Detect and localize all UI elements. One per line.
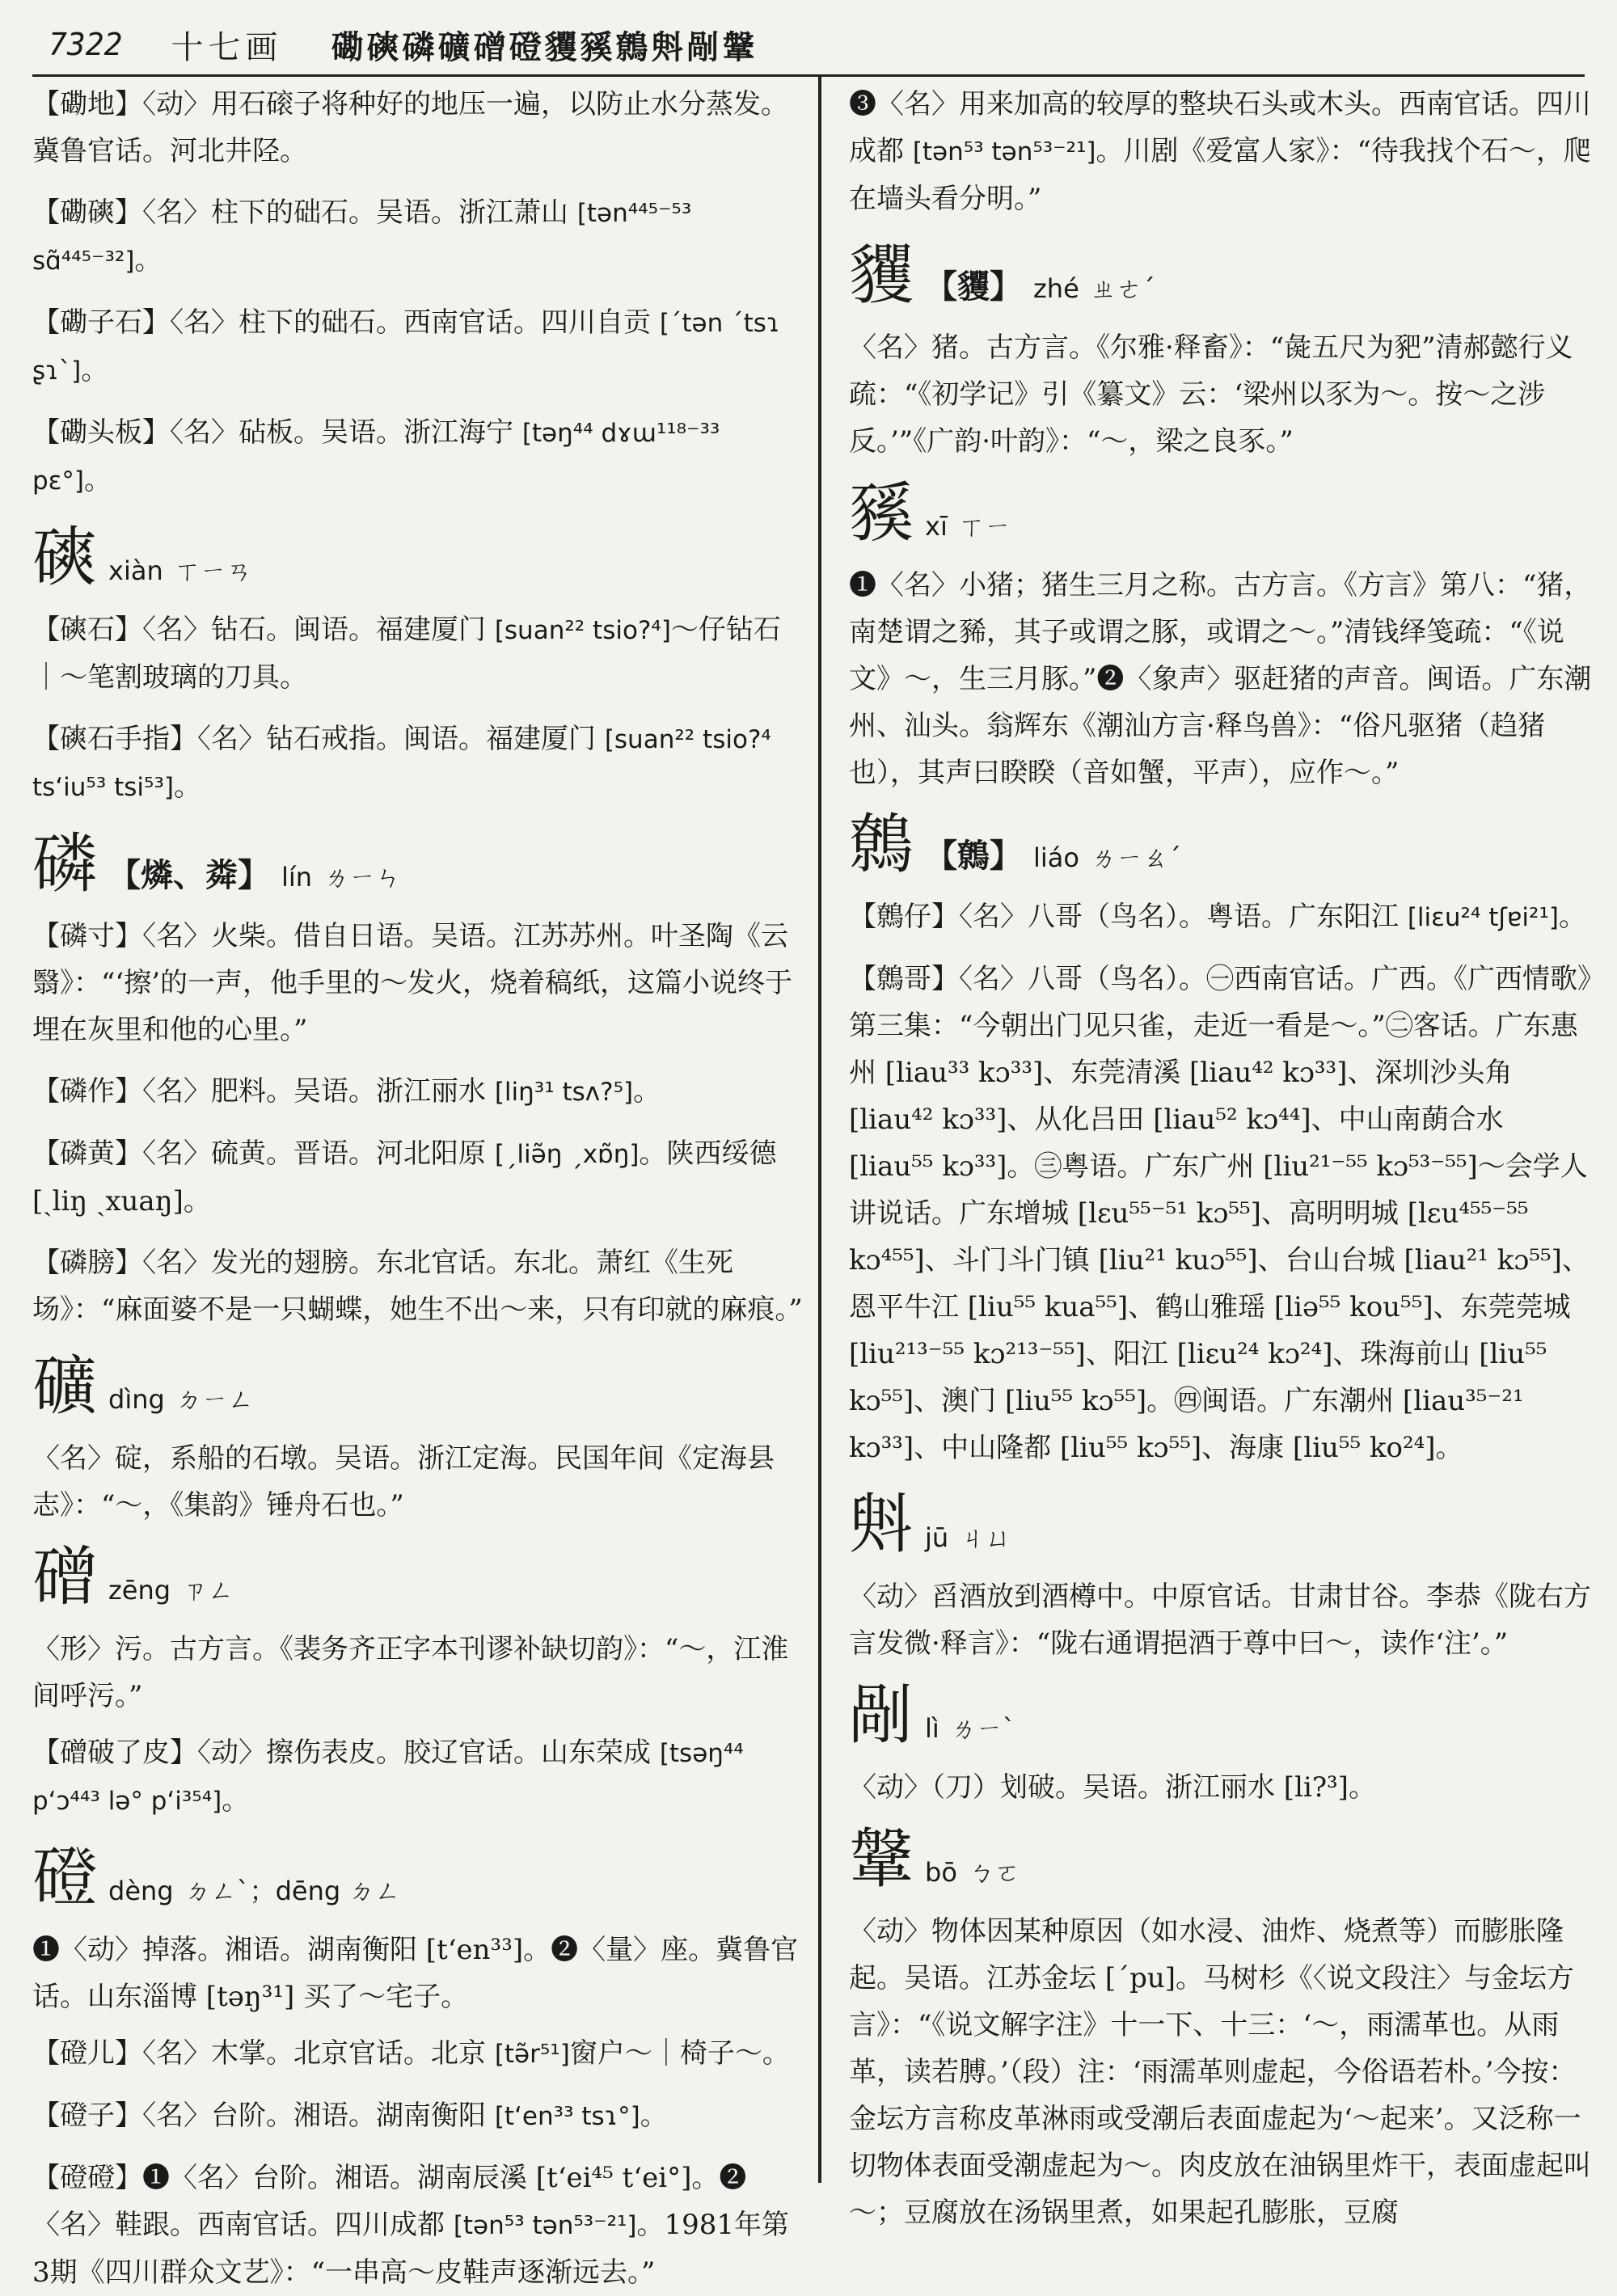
entry-definition: 柱下的础石。西南官话。四川自贡 xyxy=(239,306,651,339)
entry-phonetic: [tʻen³³ tsɿ°] xyxy=(494,2102,640,2131)
headword-pinyin: dìng xyxy=(108,1384,165,1415)
headword-definition: 〈动〉舀酒放到酒樽中。中原官话。甘肃甘谷。李恭《陇右方言发微·释言》：“陇右通谓挹酒于尊中曰～，读作‘注’。” xyxy=(849,1581,1591,1660)
entry-pos: 〈名〉 xyxy=(170,416,239,449)
headword-line xyxy=(32,519,804,597)
headword-block xyxy=(849,237,1593,465)
entry-definition: 用来加高的较厚的整块石头或木头。西南官话。四川成都 xyxy=(849,88,1591,167)
entry-definition: 八哥（鸟名）。㊀西南官话。广西。《广西情歌》第三集：“今朝出门见只雀，走近一看是～。”㊁客话。广东惠州 [liau³³ kɔ³³]、东莞清溪 [liau⁴² kɔ³³]、深圳沙头角 [liau⁴² kɔ³³]、从化吕田 [liau⁵² kɔ⁴⁴]、中山南蓢合水 [liau⁵⁵ kɔ³³]。㊂粤语。广东广州 [liu²¹⁻⁵⁵ kɔ⁵³⁻⁵⁵]～会学人讲说话。广东增城 [lɛu⁵⁵⁻⁵¹ kɔ⁵⁵]、高明明城 [lɛu⁴⁵⁵⁻⁵⁵ kɔ⁴⁵⁵]、斗门斗门镇 [liu²¹ kuɔ⁵⁵]、台山台城 [liau²¹ kɔ⁵⁵]、恩平牛江 [liu⁵⁵ kua⁵⁵]、鹤山雅瑶 [liə⁵⁵ kou⁵⁵]、东莞莞城 [liu²¹³⁻⁵⁵ kɔ²¹³⁻⁵⁵]、阳江 [liɛu²⁴ kɔ²⁴]、珠海前山 [liu⁵⁵ kɔ⁵⁵]、澳门 [liu⁵⁵ kɔ⁵⁵]。㊃闽语。广东潮州 [liau³⁵⁻²¹ kɔ³³]、中山隆都 [liu⁵⁵ kɔ⁵⁵]、海康 [liu⁵⁵ ko²⁴]。 xyxy=(849,963,1591,1464)
headword-definition: ❶〈动〉掉落。湘语。湖南衡阳 [tʻen³³]。❷〈量〉座。冀鲁官话。山东淄博 [təŋ³¹] 买了～宅子。 xyxy=(32,1934,799,2013)
dictionary-entry xyxy=(32,1729,804,1825)
entry-example: 。 xyxy=(134,244,163,276)
dictionary-entry xyxy=(849,893,1593,941)
entry-example: 。 xyxy=(84,464,112,496)
entry-definition: 肥料。吴语。浙江丽水 xyxy=(211,1075,486,1108)
headword-pinyin: zēng xyxy=(108,1575,171,1606)
entry-phonetic: [suan²² tsio?⁴] xyxy=(494,616,671,645)
entry-term: 【磡头板】 xyxy=(32,416,170,449)
entry-pos: 〈名〉 xyxy=(959,901,1028,933)
entry-phonetic: [tən⁴⁴⁵⁻⁵³ sɑ̃⁴⁴⁵⁻³²] xyxy=(32,199,692,276)
dictionary-entry xyxy=(32,189,804,285)
headword-char: 磢 xyxy=(32,520,97,595)
headword-block xyxy=(849,1486,1593,1667)
entry-pos: ❸〈名〉 xyxy=(849,88,959,120)
headword-block xyxy=(32,519,804,597)
entry-pos: 〈名〉 xyxy=(170,306,239,339)
headword-definition: 〈名〉碇，系船的石墩。吴语。浙江定海。民国年间《定海县志》：“～，《集韵》锤舟石也。” xyxy=(32,1442,775,1522)
headword-pinyin: liáo xyxy=(1033,842,1079,873)
headword-zhuyin: ㄌㄧˋ xyxy=(950,1713,1015,1744)
column-divider xyxy=(818,77,821,2183)
headword-zhuyin: ㄐㄩ xyxy=(960,1522,1012,1553)
entry-pos: 〈名〉 xyxy=(197,723,266,755)
entry-phonetic: [ˏliə̃ŋ ˏxɒ̃ŋ] xyxy=(494,1140,640,1169)
dictionary-entry xyxy=(849,81,1593,222)
left-column xyxy=(32,81,804,2289)
headword-block xyxy=(849,475,1593,796)
headword-char: 鷯 xyxy=(849,807,914,882)
headword-line xyxy=(849,1821,1593,1898)
headword-pinyin: bō xyxy=(925,1857,957,1888)
entry-pos: 〈名〉 xyxy=(142,614,211,646)
entry-term: 【磴儿】 xyxy=(32,2037,142,2070)
headword-zhuyin: ㄌㄧㄠˊ xyxy=(1090,842,1181,873)
entry-term: 【磷寸】 xyxy=(32,920,142,952)
headword-block xyxy=(32,1839,804,2020)
entry-pos: 〈名〉 xyxy=(142,2100,211,2132)
entry-example: 。 xyxy=(633,1075,661,1108)
headword-line xyxy=(849,1677,1593,1754)
headword-zhuyin: ㄒㄧ xyxy=(958,511,1011,542)
entry-definition: 硫黄。晋语。河北阳原 xyxy=(211,1137,486,1170)
headword-block xyxy=(32,1538,804,1720)
header-rule xyxy=(32,74,1585,77)
headword-zhuyin: ㄗㄥ xyxy=(182,1575,234,1606)
headword-char: 斞 xyxy=(849,1487,914,1562)
entry-pos: 〈名〉 xyxy=(142,1075,211,1108)
entry-phonetic: [tsəŋ⁴⁴ pʻɔ⁴⁴³ lə° pʻi³⁵⁴] xyxy=(32,1739,744,1816)
entry-example: 。川剧《爱富人家》：“待我找个石～，爬在墙头看分明。” xyxy=(849,135,1591,215)
entry-pos: 〈名〉 xyxy=(959,963,1028,995)
entry-definition: 火柴。借自日语。吴语。江苏苏州。叶圣陶《云翳》：“‘擦’的一声，他手里的～发火，烧着稿纸，这篇小说终于埋在灰里和他的心里。” xyxy=(32,920,792,1046)
headword-zhuyin: ㄉㄥˋ；dēng ㄉㄥ xyxy=(184,1876,401,1906)
headword-block xyxy=(32,1348,804,1529)
dictionary-entry xyxy=(32,1130,804,1225)
entry-term: 【磷作】 xyxy=(32,1075,142,1108)
entry-pos: 〈名〉 xyxy=(142,920,211,952)
entry-term: 【磴磴】 xyxy=(32,2162,142,2194)
headword-pinyin: zhé xyxy=(1033,273,1079,304)
entry-phonetic: [təŋ⁴⁴ dɤɯ¹¹⁸⁻³³ pɛ°] xyxy=(32,419,720,496)
headword-variant: 【燐、粦】 xyxy=(108,856,270,894)
entry-pos: 〈名〉 xyxy=(142,1247,211,1279)
entry-term: 【磢石手指】 xyxy=(32,723,197,755)
entry-pos: ❶〈名〉 xyxy=(142,2162,252,2194)
dictionary-entry xyxy=(32,715,804,811)
headword-line xyxy=(849,1486,1593,1564)
headword-line xyxy=(849,237,1593,314)
headword-char: 貜 xyxy=(849,238,914,313)
headword-pinyin: xī xyxy=(925,511,948,542)
headword-char: 鞶 xyxy=(849,1821,914,1897)
dictionary-entry xyxy=(32,913,804,1053)
entry-term: 【磡地】 xyxy=(32,88,142,120)
entry-term: 【鷯哥】 xyxy=(849,963,959,995)
entry-example: 。 xyxy=(174,770,201,803)
headword-definition: 〈动〉物体因某种原因（如水浸、油炸、烧煮等）而膨胀隆起。吴语。江苏金坛 [ˊpu]。马树杉《〈说文段注〉与金坛方言》：“《说文解字注》十一下、十三：‘～，雨濡革也。从雨革，读若膊。’（段）注：‘雨濡革则虚起，今俗语若朴。’今按：金坛方言称皮革淋雨或受潮后表面虚起为‘～起来’。又泛称一切物体表面受潮虚起为～。肉皮放在油锅里炸干，表面虚起叫～；豆腐放在汤锅里煮，如果起孔膨胀，豆腐 xyxy=(849,1915,1591,2229)
dictionary-entry xyxy=(32,299,804,395)
entry-term: 【磴子】 xyxy=(32,2100,142,2132)
entry-phonetic: [ˊtən ˊtsɿ ʂɿˋ] xyxy=(32,309,780,386)
entry-term: 【磳破了皮】 xyxy=(32,1737,197,1769)
headword-char: 磷 xyxy=(32,826,97,901)
headword-definition: 〈动〉（刀）划破。吴语。浙江丽水 [li?³]。 xyxy=(849,1771,1376,1804)
headword-block xyxy=(32,825,804,903)
entry-definition: 柱下的础石。吴语。浙江萧山 xyxy=(211,196,568,229)
dictionary-entry xyxy=(32,81,804,175)
headword-zhuyin: ㄅㄛ xyxy=(968,1857,1020,1888)
headword-pinyin: xiàn xyxy=(108,555,163,586)
entry-term: 【磢石】 xyxy=(32,614,142,646)
dictionary-entry xyxy=(32,606,804,701)
headword-char: 剮 xyxy=(849,1678,914,1753)
dictionary-entry xyxy=(32,2030,804,2078)
headword-char: 磳 xyxy=(32,1539,97,1614)
headword-pinyin: dèng xyxy=(108,1876,174,1906)
entry-term: 【磡子石】 xyxy=(32,306,170,339)
headword-block xyxy=(849,1677,1593,1811)
dictionary-entry xyxy=(32,1068,804,1116)
headword-char: 礦 xyxy=(32,1348,97,1424)
entry-term: 【鷯仔】 xyxy=(849,901,959,933)
entry-example: 。 xyxy=(640,2100,668,2132)
headword-block xyxy=(849,1821,1593,2236)
headword-variant: 【鷯】 xyxy=(925,837,1022,875)
right-column xyxy=(849,81,1593,2229)
entry-phonetic: [tə̃r⁵¹] xyxy=(494,2040,570,2069)
headword-pinyin: lín xyxy=(281,862,313,893)
entry-definition: 钻石。闽语。福建厦门 xyxy=(211,614,486,646)
dictionary-entry xyxy=(32,1239,804,1333)
header-characters: 磡磢磷礦磳磴貜豯鷯斞剮鞶 xyxy=(331,27,758,66)
headword-line xyxy=(32,825,804,903)
headword-block xyxy=(849,806,1593,884)
headword-line xyxy=(32,1839,804,1917)
entry-definition: 砧板。吴语。浙江海宁 xyxy=(239,416,513,449)
headword-line xyxy=(32,1348,804,1425)
entry-definition: 台阶。湘语。湖南衡阳 xyxy=(211,2100,486,2132)
entry-phonetic: [suan²² tsio?⁴ tsʻiu⁵³ tsi⁵³] xyxy=(32,725,771,802)
entry-definition: 台阶。湘语。湖南辰溪 [tʻei⁴⁵ tʻei°]。❷〈名〉鞋跟。西南官话。四川成都 xyxy=(32,2162,747,2241)
entry-definition: 用石磙子将种好的地压一遍，以防止水分蒸发。冀鲁官话。 xyxy=(32,88,788,167)
entry-phonetic: [liɛu²⁴ tʃɐi²¹] xyxy=(1407,903,1559,932)
entry-phonetic: [tən⁵³ tən⁵³⁻²¹] xyxy=(453,2211,637,2240)
entry-phonetic: [tən⁵³ tən⁵³⁻²¹] xyxy=(912,137,1096,167)
entry-example: ～仔钻石｜～笔割玻璃的刀具。 xyxy=(32,614,781,694)
headword-zhuyin: ㄉㄧㄥ xyxy=(175,1384,254,1415)
entry-term: 【磷膀】 xyxy=(32,1247,142,1279)
headword-zhuyin: ㄒㄧㄢ xyxy=(174,555,252,586)
entry-definition: 擦伤表皮。胶辽官话。山东荣成 xyxy=(266,1737,651,1769)
headword-variant: 【貜】 xyxy=(925,268,1022,306)
stroke-count: 十七画 xyxy=(171,28,283,66)
entry-example: 。 xyxy=(222,1784,250,1817)
entry-term: 【磷黄】 xyxy=(32,1137,142,1170)
page-header xyxy=(49,16,1585,73)
entry-pos: 〈动〉 xyxy=(197,1737,266,1769)
headword-pinyin: jū xyxy=(925,1522,949,1553)
headword-line xyxy=(32,1538,804,1616)
headword-line xyxy=(849,806,1593,884)
entry-pos: 〈名〉 xyxy=(142,196,211,229)
dictionary-entry xyxy=(32,2092,804,2140)
page-number: 7322 xyxy=(49,27,123,62)
headword-pinyin: lì xyxy=(925,1713,939,1744)
entry-pos: 〈名〉 xyxy=(142,2037,211,2070)
entry-definition: 发光的翅膀。东北官话。东北。萧红《生死场》：“麻面婆不是一只蝴蝶，她生不出～来，只有印就的麻痕。” xyxy=(32,1247,803,1326)
entry-example: 。 xyxy=(81,354,109,386)
entry-example: 窗户～｜椅子～。 xyxy=(569,2037,790,2070)
entry-definition: 木掌。北京官话。北京 xyxy=(211,2037,486,2070)
headword-definition: 〈名〉猪。古方言。《尔雅·释畜》：“彘五尺为豝”清郝懿行义疏：“《初学记》引《纂文》云：‘梁州以豕为～。按～之涉反。’”《广韵·叶韵》：“～，梁之良豕。” xyxy=(849,331,1573,458)
entry-example: 河北井陉。 xyxy=(170,135,307,167)
headword-definition: 〈形〉污。古方言。《裴务齐正字本刊谬补缺切韵》：“～，江淮间呼污。” xyxy=(32,1633,789,1712)
dictionary-entry xyxy=(849,956,1593,1471)
entry-phonetic: [liŋ³¹ tsʌ?⁵] xyxy=(494,1078,634,1107)
entry-example: 。 xyxy=(1558,901,1586,933)
headword-zhuyin: ㄌㄧㄣ xyxy=(323,862,402,893)
dictionary-entry xyxy=(32,409,804,504)
headword-definition: ❶〈名〉小猪；猪生三月之称。古方言。《方言》第八：“猪，南楚谓之豨，其子或谓之豚，或谓之～。”清钱绎笺疏：“《说文》～，生三月豚。”❷〈象声〉驱赶猪的声音。闽语。广东潮州、汕头。翁辉东《潮汕方言·释鸟兽》：“俗凡驱猪（趋猪也），其声曰睽睽（音如蟹，平声），应作～。” xyxy=(849,569,1592,789)
entry-pos: 〈动〉 xyxy=(142,88,211,120)
entry-example: 。陕西绥德 [ˏliŋ ˏxuaŋ]。 xyxy=(32,1137,777,1218)
headword-line xyxy=(849,475,1593,552)
entry-definition: 钻石戒指。闽语。福建厦门 xyxy=(266,723,596,755)
entry-definition: 八哥（鸟名）。粤语。广东阳江 xyxy=(1028,901,1399,933)
entry-pos: 〈名〉 xyxy=(142,1137,211,1170)
headword-char: 豯 xyxy=(849,475,914,551)
entry-example: 。1981年第3期《四川群众文艺》：“一串高～皮鞋声逐渐远去。” xyxy=(32,2209,790,2289)
headword-char: 磴 xyxy=(32,1840,97,1915)
entry-term: 【磡磢】 xyxy=(32,196,142,229)
dictionary-entry xyxy=(32,2155,804,2296)
headword-zhuyin: ㄓㄜˊ xyxy=(1090,273,1155,304)
